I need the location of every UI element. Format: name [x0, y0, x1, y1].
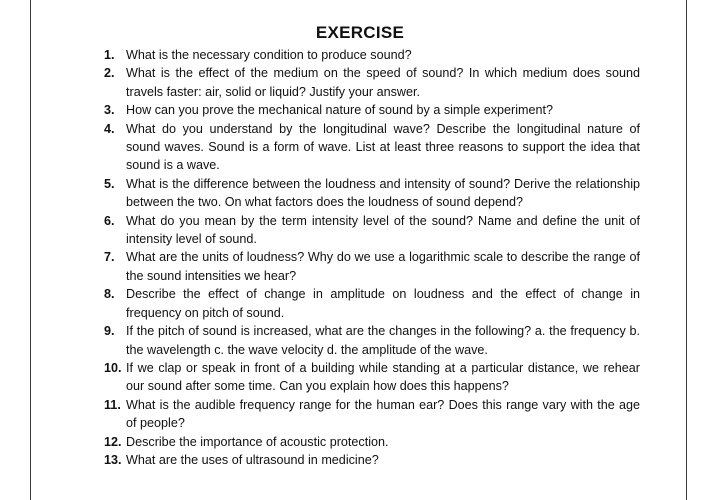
page-border-left — [30, 0, 31, 500]
question-item — [104, 359, 640, 396]
question-list — [104, 46, 640, 469]
question-item — [104, 396, 640, 433]
question-number: 12. — [104, 434, 122, 449]
question-text: How can you prove the mechanical nature of sound by a simple experiment? — [126, 103, 554, 118]
question-item — [104, 101, 640, 119]
question-item — [104, 46, 640, 64]
question-number: 5. — [104, 176, 115, 191]
question-item — [104, 451, 640, 469]
question-number: 11. — [104, 397, 121, 412]
question-text: If we clap or speak in front of a building while standing at a particular distance, we rehear our sound after some time. Can you explain how does this happens? — [126, 360, 640, 394]
question-item — [104, 212, 640, 249]
question-text: What do you understand by the longitudinal wave? Describe the longitudinal nature of sound waves. Sound is a form of wave. List at least three reasons to support the idea that sound is a wave. — [126, 121, 640, 173]
question-item — [104, 120, 640, 175]
question-number: 13. — [104, 452, 122, 467]
question-number: 8. — [104, 287, 115, 302]
question-item — [104, 322, 640, 359]
question-item — [104, 433, 640, 451]
question-item — [104, 248, 640, 285]
question-number: 6. — [104, 213, 115, 228]
question-item — [104, 64, 640, 101]
question-number: 4. — [104, 121, 115, 136]
question-text: What are the units of loudness? Why do we use a logarithmic scale to describe the range of the sound intensities we hear? — [126, 250, 640, 283]
question-text: What is the effect of the medium on the speed of sound? In which medium does sound travels faster: air, solid or liquid? Justify your answer. — [126, 66, 640, 99]
question-number: 9. — [104, 324, 115, 339]
page-border-right — [686, 0, 687, 500]
question-text: What is the audible frequency range for the human ear? Does this range vary with the age of people? — [126, 397, 640, 431]
question-text: What is the difference between the loudness and intensity of sound? Derive the relationship between the two. On what factors does the loudness of sound depend? — [126, 176, 640, 210]
question-number: 2. — [104, 66, 115, 81]
question-text: If the pitch of sound is increased, what are the changes in the following? a. the frequency b. the wavelength c. the wave velocity d. the amplitude of the wave. — [126, 324, 640, 357]
question-text: What is the necessary condition to produce sound? — [126, 48, 412, 62]
question-text: What do you mean by the term intensity level of the sound? Name and define the unit of intensity level of sound. — [126, 213, 640, 247]
question-text: What are the uses of ultrasound in medicine? — [126, 452, 379, 467]
question-number: 1. — [104, 48, 115, 62]
question-number: 3. — [104, 103, 115, 118]
question-item — [104, 175, 640, 212]
question-number: 10. — [104, 360, 122, 375]
question-number: 7. — [104, 250, 115, 265]
exercise-title: EXERCISE — [315, 23, 405, 42]
question-item — [104, 285, 640, 322]
question-text: Describe the importance of acoustic protection. — [126, 434, 389, 449]
question-text: Describe the effect of change in amplitude on loudness and the effect of change in frequency on pitch of sound. — [126, 287, 640, 320]
